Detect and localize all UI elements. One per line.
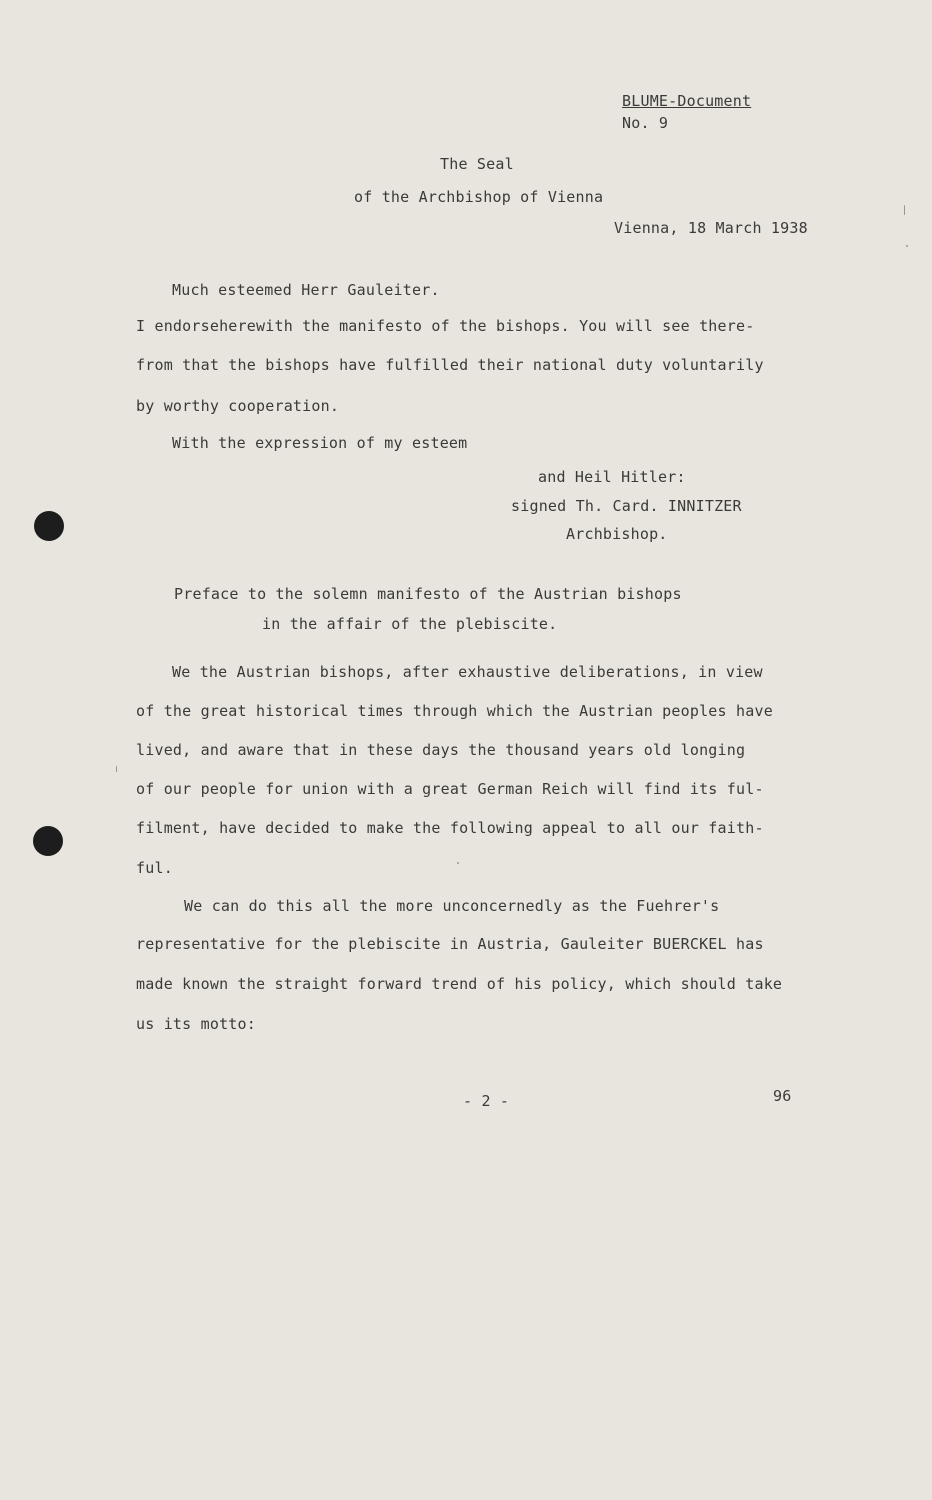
preface-line: representative for the plebiscite in Austria, Gauleiter BUERCKEL has [136, 935, 764, 953]
preface-line: of our people for union with a great German Reich will find its ful- [136, 780, 764, 798]
signatory-title: Archbishop. [566, 525, 668, 543]
punch-hole [33, 826, 63, 856]
preface-line: ful. [136, 859, 173, 877]
page-number: - 2 - [463, 1092, 510, 1110]
preface-line: made known the straight forward trend of his policy, which should take [136, 975, 783, 993]
preface-line: We the Austrian bishops, after exhaustive deliberations, in view [172, 663, 763, 681]
salutation: Much esteemed Herr Gauleiter. [172, 281, 440, 299]
preface-line: We can do this all the more unconcernedly as the Fuehrer's [184, 897, 720, 915]
paper-speck [116, 766, 117, 772]
letter-body-line: from that the bishops have fulfilled their national duty voluntarily [136, 356, 764, 374]
paper-speck [457, 862, 459, 864]
letter-body-line: by worthy cooperation. [136, 397, 340, 415]
punch-hole [34, 511, 64, 541]
letter-date: Vienna, 18 March 1938 [614, 219, 808, 237]
preface-line: lived, and aware that in these days the thousand years old longing [136, 741, 746, 759]
paper-speck [904, 205, 905, 215]
document-number: No. 9 [622, 114, 669, 132]
preface-line: of the great historical times through which the Austrian peoples have [136, 702, 773, 720]
closing: With the expression of my esteem [172, 434, 468, 452]
preface-line: us its motto: [136, 1015, 256, 1033]
preface-subheading: in the affair of the plebiscite. [262, 615, 558, 633]
archbishop-heading: of the Archbishop of Vienna [354, 188, 604, 206]
letter-body-line: I endorseherewith the manifesto of the bishops. You will see there- [136, 317, 755, 335]
preface-heading: Preface to the solemn manifesto of the Austrian bishops [174, 585, 682, 603]
signature: signed Th. Card. INNITZER [511, 497, 742, 515]
document-label: BLUME-Document [622, 92, 752, 110]
preface-line: filment, have decided to make the following appeal to all our faith- [136, 819, 764, 837]
paper-speck [906, 245, 908, 247]
closing-salute: and Heil Hitler: [538, 468, 686, 486]
seal-heading: The Seal [440, 155, 514, 173]
folio-number: 96 [773, 1087, 792, 1105]
